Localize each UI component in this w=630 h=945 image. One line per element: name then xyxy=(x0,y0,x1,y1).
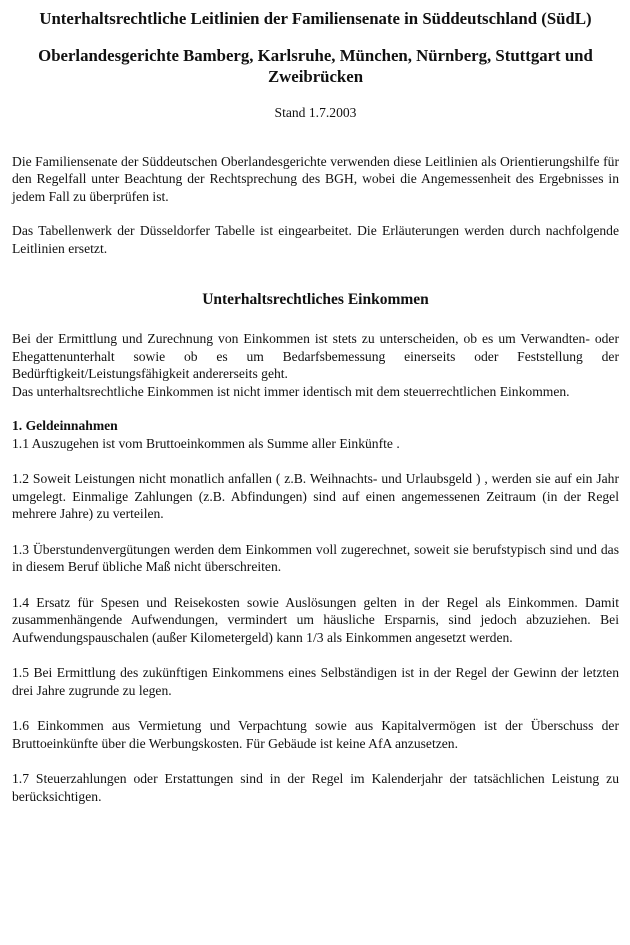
section-intro-paragraph-1: Bei der Ermittlung und Zurechnung von Einkommen ist stets zu unterscheiden, ob es um Verwandten- oder Ehegattenunterhalt sowie ob es um Bedarfsbemessung einerseits oder Feststellung der Bedürftigkeit/Leistungsfähigkeit andererseits geht. xyxy=(12,331,619,381)
intro-paragraph-2: Das Tabellenwerk der Düsseldorfer Tabelle ist eingearbeitet. Die Erläuterungen werden durch nachfolgende Leitlinien ersetzt. xyxy=(12,223,619,256)
list-item: 1.4 Ersatz für Spesen und Reisekosten sowie Auslösungen gelten in der Regel als Einkommen. Damit zusammenhängende Aufwendungen, vermindert um häusliche Ersparnis, sind jedoch abzuziehen. Bei Aufwendungspauschalen (außer Kilometergeld) kann 1/3 als Einkommen angesetzt werden. xyxy=(12,594,619,645)
list-item: 1.6 Einkommen aus Vermietung und Verpachtung sowie aus Kapitalvermögen ist der Überschuss der Bruttoeinkünfte über die Werbungskosten. Für Gebäude ist keine AfA anzusetzen. xyxy=(12,718,619,751)
intro-paragraph-1: Die Familiensenate der Süddeutschen Oberlandesgerichte verwenden diese Leitlinien als Orientierungshilfe für den Regelfall unter Beachtung der Rechtsprechung des BGH, wobei die Angemessenheit des Ergebnisses in jedem Fall zu überprüfen ist. xyxy=(12,153,619,204)
subsection-title: 1. Geldeinnahmen xyxy=(12,418,118,433)
list-item: 1.5 Bei Ermittlung des zukünftigen Einkommens eines Selbständigen ist in der Regel der Gewinn der letzten drei Jahre zugrunde zu legen. xyxy=(12,665,619,698)
section-intro-paragraph-2: Das unterhaltsrechtliche Einkommen ist nicht immer identisch mit dem steuerrechtlichen Einkommen. xyxy=(12,383,570,399)
section-title: Unterhaltsrechtliches Einkommen xyxy=(202,291,429,308)
list-item: 1.7 Steuerzahlungen oder Erstattungen sind in der Regel im Kalenderjahr der tatsächlichen Leistung zu berücksichtigen. xyxy=(12,771,619,804)
document-subtitle-courts: Oberlandesgerichte Bamberg, Karlsruhe, München, Nürnberg, Stuttgart und Zweibrücken xyxy=(38,46,593,86)
document-date: Stand 1.7.2003 xyxy=(274,105,357,120)
list-item: 1.3 Überstundenvergütungen werden dem Einkommen voll zugerechnet, soweit sie berufstypisch sind und das in diesem Beruf übliche Maß nicht überschreiten. xyxy=(12,541,619,574)
document-title: Unterhaltsrechtliche Leitlinien der Familiensenate in Süddeutschland (SüdL) xyxy=(39,9,592,28)
list-item: 1.1 Auszugehen ist vom Bruttoeinkommen als Summe aller Einkünfte . xyxy=(12,435,400,451)
list-item: 1.2 Soweit Leistungen nicht monatlich anfallen ( z.B. Weihnachts- und Urlaubsgeld ) , werden sie auf ein Jahr umgelegt. Einmalige Zahlungen (z.B. Abfindungen) sind auf einen angemessenen Zeitraum (in der Regel mehrere Jahre) zu verteilen. xyxy=(12,471,619,521)
